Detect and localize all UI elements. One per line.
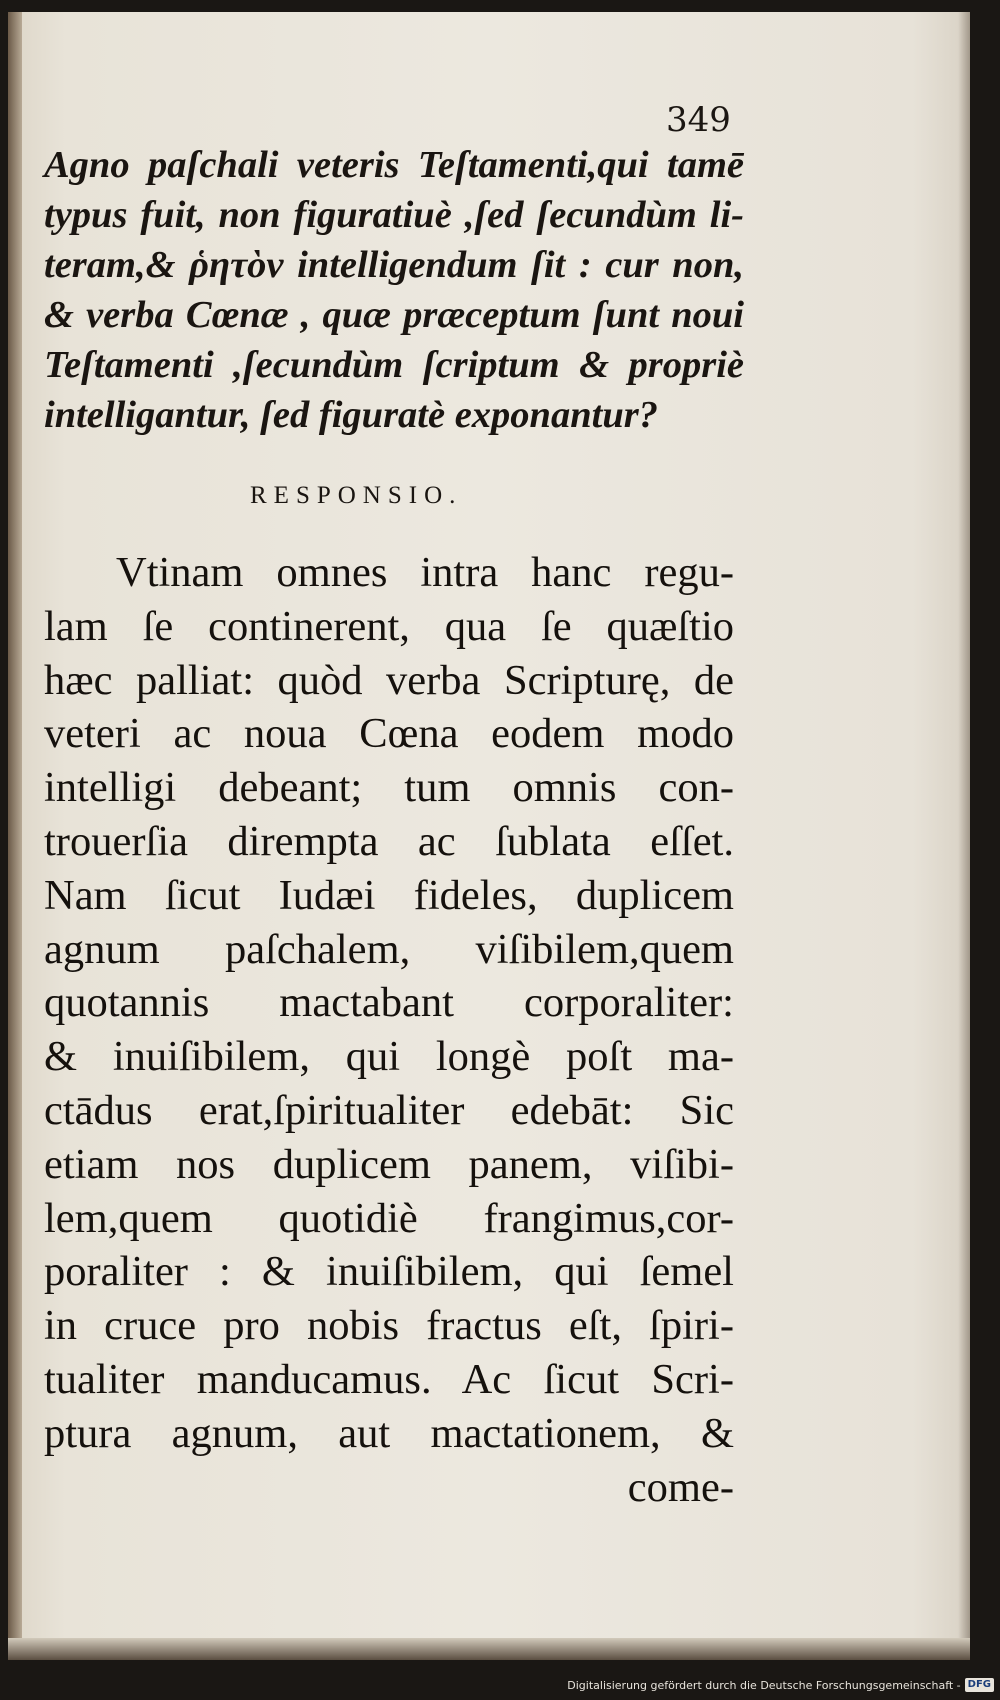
question-line: intelligantur, ſed figuratè exponantur? xyxy=(44,394,658,436)
digitization-credit xyxy=(567,1676,994,1694)
body-line: ptura agnum, aut mactationem, & xyxy=(44,1409,734,1457)
body-line: veteri ac noua Cœna eodem modo xyxy=(44,710,734,758)
response-text xyxy=(44,546,734,1514)
body-line: etiam nos duplicem panem, viſibi- xyxy=(44,1140,734,1188)
body-line: Nam ſicut Iudæi fideles, duplicem xyxy=(44,871,734,919)
body-line: agnum paſchalem, viſibilem,quem xyxy=(44,925,734,973)
question-line: & verba Cœnæ , quæ præceptum ſunt noui xyxy=(44,294,744,336)
body-line: lem,quem quotidiè frangimus,cor- xyxy=(44,1194,734,1242)
section-heading: RESPONSIO. xyxy=(250,482,463,509)
body-line: hæc palliat: quòd verba Scripturę, de xyxy=(44,656,734,704)
page-right-shadow xyxy=(958,12,970,1660)
credit-text: Digitalisierung gefördert durch die Deutsche Forschungsgemeinschaft - xyxy=(567,1678,961,1692)
page-binding-edge xyxy=(8,12,22,1660)
body-line: trouerſia dirempta ac ſublata eſſet. xyxy=(44,817,734,865)
page-number: 349 xyxy=(666,100,731,140)
book-page xyxy=(8,12,970,1660)
question-text xyxy=(44,140,744,440)
question-line: Agno paſchali veteris Teſtamenti,qui tamē xyxy=(44,144,744,186)
page-bottom-edge xyxy=(8,1638,970,1660)
body-line: & inuiſibilem, qui longè poſt ma- xyxy=(44,1033,734,1081)
body-line: tualiter manducamus. Ac ſicut Scri- xyxy=(44,1355,734,1403)
question-line: teram,& ῥητὸν intelligendum ſit : cur non, xyxy=(44,244,744,286)
body-line: lam ſe continerent, qua ſe quæſtio xyxy=(44,602,734,650)
body-line: quotannis mactabant corporaliter: xyxy=(44,979,734,1027)
catchword: come- xyxy=(627,1463,734,1511)
body-line: intelligi debeant; tum omnis con- xyxy=(44,764,734,812)
body-line: in cruce pro nobis fractus eſt, ſpiri- xyxy=(44,1302,734,1350)
question-line: typus fuit, non figuratiuè ,ſed ſecundùm li- xyxy=(44,194,744,236)
question-line: Teſtamenti ,ſecundùm ſcriptum & propriè xyxy=(44,344,744,386)
body-line: Vtinam omnes intra hanc regu- xyxy=(116,549,734,596)
body-line: poraliter : & inuiſibilem, qui ſemel xyxy=(44,1248,734,1296)
dfg-logo: DFG xyxy=(965,1678,994,1692)
body-line: ctādus erat,ſpiritualiter edebāt: Sic xyxy=(44,1086,734,1134)
